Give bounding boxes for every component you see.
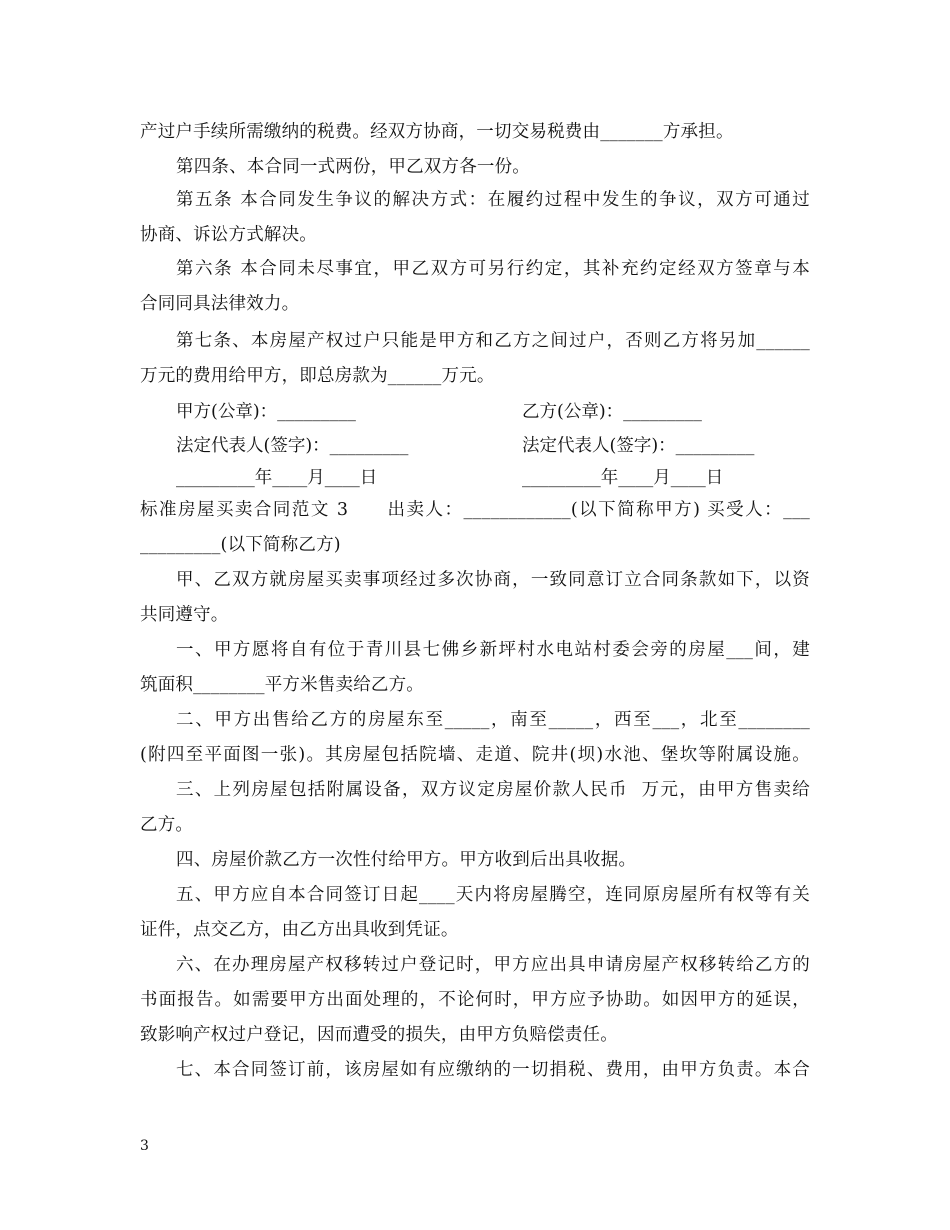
paragraph-line: 六、在办理房屋产权移转过户登记时，甲方应出具申请房屋产权移转给乙方的 bbox=[176, 955, 810, 975]
party-b-seal-field: 乙方(公章)：_________ bbox=[522, 402, 702, 422]
paragraph-line: 共同遵守。 bbox=[140, 605, 229, 625]
paragraph-line: 乙方。 bbox=[140, 815, 194, 835]
paragraph-line: 三、上列房屋包括附属设备，双方议定房屋价款人民币 万元，由甲方售卖给 bbox=[176, 780, 810, 800]
paragraph-line: 第六条 本合同未尽事宜，甲乙双方可另行约定，其补充约定经双方签章与本 bbox=[176, 259, 810, 279]
paragraph-line: 第七条、本房屋产权过户只能是甲方和乙方之间过户，否则乙方将另加______ bbox=[176, 331, 810, 351]
paragraph-line: 筑面积________平方米售卖给乙方。 bbox=[140, 675, 424, 695]
paragraph-line: 标准房屋买卖合同范文 3 出卖人：____________(以下简称甲方) 买受人：___ bbox=[140, 500, 810, 520]
paragraph-line: 二、甲方出售给乙方的房屋东至_____，南至_____，西至___，北至________ bbox=[176, 710, 810, 730]
paragraph-line: 合同同具法律效力。 bbox=[140, 294, 300, 314]
paragraph-line: 协商、诉讼方式解决。 bbox=[140, 225, 317, 245]
paragraph-line: 证件，点交乙方，由乙方出具收到凭证。 bbox=[140, 920, 459, 940]
paragraph-line: (附四至平面图一张)。其房屋包括院墙、走道、院井(坝)水池、堡坎等附属设施。 bbox=[140, 745, 810, 765]
paragraph-line: _________(以下简称乙方) bbox=[140, 535, 341, 555]
paragraph-line: 万元的费用给甲方，即总房款为______万元。 bbox=[140, 366, 495, 386]
paragraph-line: 书面报告。如需要甲方出面处理的，不论何时，甲方应予协助。如因甲方的延误， bbox=[140, 990, 810, 1010]
paragraph-line: 甲、乙双方就房屋买卖事项经过多次协商，一致同意订立合同条款如下，以资 bbox=[176, 570, 810, 590]
party-b-date-field: _________年____月____日 bbox=[522, 468, 724, 488]
party-b-representative-field: 法定代表人(签字)：_________ bbox=[522, 436, 755, 456]
party-a-date-field: _________年____月____日 bbox=[176, 468, 378, 488]
paragraph-line: 产过户手续所需缴纳的税费。经双方协商，一切交易税费由_______方承担。 bbox=[140, 122, 734, 142]
party-a-seal-field: 甲方(公章)：_________ bbox=[176, 402, 356, 422]
paragraph-line: 四、房屋价款乙方一次性付给甲方。甲方收到后出具收据。 bbox=[176, 850, 637, 870]
paragraph-line: 五、甲方应自本合同签订日起____天内将房屋腾空，连同原房屋所有权等有关 bbox=[176, 885, 810, 905]
paragraph-line: 第四条、本合同一式两份，甲乙双方各一份。 bbox=[176, 157, 530, 177]
paragraph-line: 一、甲方愿将自有位于青川县七佛乡新坪村水电站村委会旁的房屋___间，建 bbox=[176, 640, 810, 660]
page-number: 3 bbox=[140, 1138, 149, 1154]
paragraph-line: 致影响产权过户登记，因而遭受的损失，由甲方负赔偿责任。 bbox=[140, 1025, 618, 1045]
paragraph-line: 七、本合同签订前，该房屋如有应缴纳的一切捐税、费用，由甲方负责。本合 bbox=[176, 1060, 810, 1080]
paragraph-line: 第五条 本合同发生争议的解决方式：在履约过程中发生的争议，双方可通过 bbox=[176, 190, 810, 210]
party-a-representative-field: 法定代表人(签字)：_________ bbox=[176, 436, 409, 456]
